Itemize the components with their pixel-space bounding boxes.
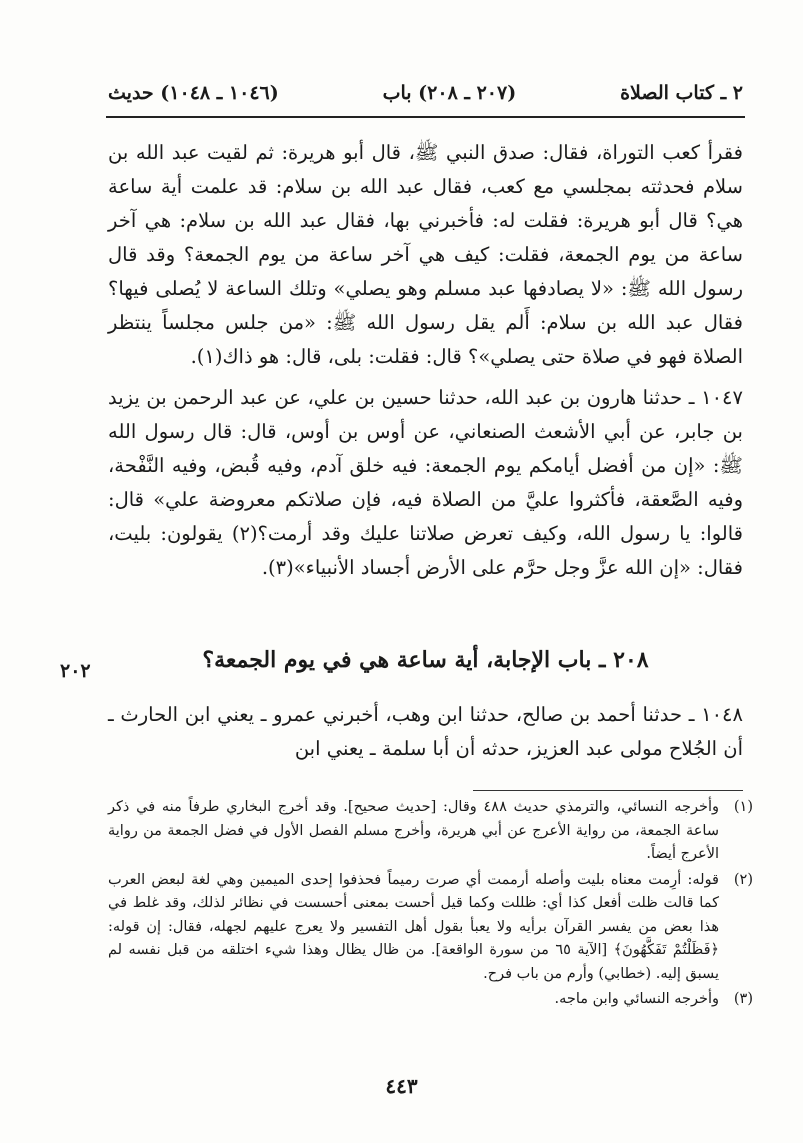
header-hadith: (١٠٤٦ ـ ١٠٤٨) حديث: [108, 82, 279, 104]
margin-number: ٢٠٢: [60, 660, 91, 682]
footnote-item: [108, 869, 753, 987]
header-divider: [106, 116, 745, 118]
body-paragraph-2: [108, 381, 743, 585]
footnote-item: [108, 988, 753, 1012]
body-paragraph-3: [108, 698, 743, 766]
paragraph-1-text: فقرأ كعب التوراة، فقال: صدق النبي ﷺ، قال أبو هريرة: ثم لقيت عبد الله بن سلام فحدثته بمجلسي مع كعب، فقال عبد الله بن سلام: قد علمت أية ساعة هي؟ قال أبو هريرة: فقلت له: فأخبرني بها، فقال عبد الله بن سلام: هي آخر ساعة من يوم الجمعة، فقلت: كيف هي آخر ساعة من يوم الجمعة؟ وقد قال رسول الله ﷺ: «لا يصادفها عبد مسلم وهو يصلي» وتلك الساعة لا يُصلى فيها؟ فقال عبد الله بن سلام: أَلم يقل رسول الله ﷺ: «من جلس مجلساً ينتظر الصلاة فهو في صلاة حتى يصلي»؟ قال: فقلت: بلى، قال: هو ذاك(١).: [108, 141, 743, 368]
paragraph-2-text: ١٠٤٧ ـ حدثنا هارون بن عبد الله، حدثنا حسين بن علي، عن عبد الرحمن بن يزيد بن جابر، عن أبي الأشعث الصنعاني، عن أوس بن أوس، قال: قال رسول الله ﷺ: «إن من أفضل أيامكم يوم الجمعة: فيه خلق آدم، وفيه قُبض، وفيه النَّفْحة، وفيه الصَّعقة، فأكثروا عليَّ من الصلاة فيه، فإن صلاتكم معروضة علي» قال: قالوا: يا رسول الله، وكيف تعرض صلاتنا عليك وقد أرمت؟(٢) يقولون: بليت، فقال: «إن الله عزَّ وجل حرَّم على الأرض أجساد الأنبياء»(٣).: [108, 386, 743, 579]
header-bab: (٢٠٧ ـ ٢٠٨) باب: [382, 82, 517, 104]
paragraph-3-text: ١٠٤٨ ـ حدثنا أحمد بن صالح، حدثنا ابن وهب، أخبرني عمرو ـ يعني ابن الحارث ـ أن الجُلاح مولى عبد العزيز، حدثه أن أبا سلمة ـ يعني ابن: [108, 703, 743, 760]
footnote-number: (١): [733, 799, 753, 815]
footnote-text: وأخرجه النسائي، والترمذي حديث ٤٨٨ وقال: [حديث صحيح]. وقد أخرج البخاري طرفاً منه في ذكر ساعة الجمعة، من رواية الأعرج عن أبي هريرة، وأخرج مسلم الفصل الأول في فضل الجمعة من رواية الأعرج أيضاً.: [108, 799, 720, 862]
page-number: ٤٤٣: [385, 1074, 418, 1098]
footnote-divider: [473, 790, 743, 791]
header-chapter: ٢ ـ كتاب الصلاة: [620, 82, 743, 104]
footnote-text: قوله: أرِمت معناه بليت وأصله أرممت أي صرت رميماً فحذفوا إحدى الميمين وهي لغة لبعض العرب كما قالت ظلت أفعل كذا أي: ظللت وكما قيل أحست بمعنى أحسست في نظائر لذلك، وقد غلط في هذا بعض من يفسر القرآن برأيه ولا يعبأ بقول أهل التفسير ولا يعرج عليهم لجهله، فقال: إن قوله: ﴿فَظَلْتُمْ تَفَكَّهُونَ﴾ [الآية ٦٥ من سورة الواقعة]. من ظال يظال وهذا شيء اختلقه من قبل نفسه لم يسبق إليه. (خطابي) وأرم من باب فرح.: [108, 871, 720, 982]
footnotes: [108, 796, 753, 1014]
body-paragraph-1: [108, 136, 743, 374]
running-header: [108, 78, 743, 108]
footnote-text: وأخرجه النسائي وابن ماجه.: [554, 991, 719, 1007]
footnote-number: (٣): [733, 991, 753, 1007]
footnote-number: (٢): [733, 871, 753, 888]
section-heading: ٢٠٨ ـ باب الإجابة، أية ساعة هي في يوم الجمعة؟: [202, 647, 649, 673]
footnote-item: [108, 796, 753, 867]
